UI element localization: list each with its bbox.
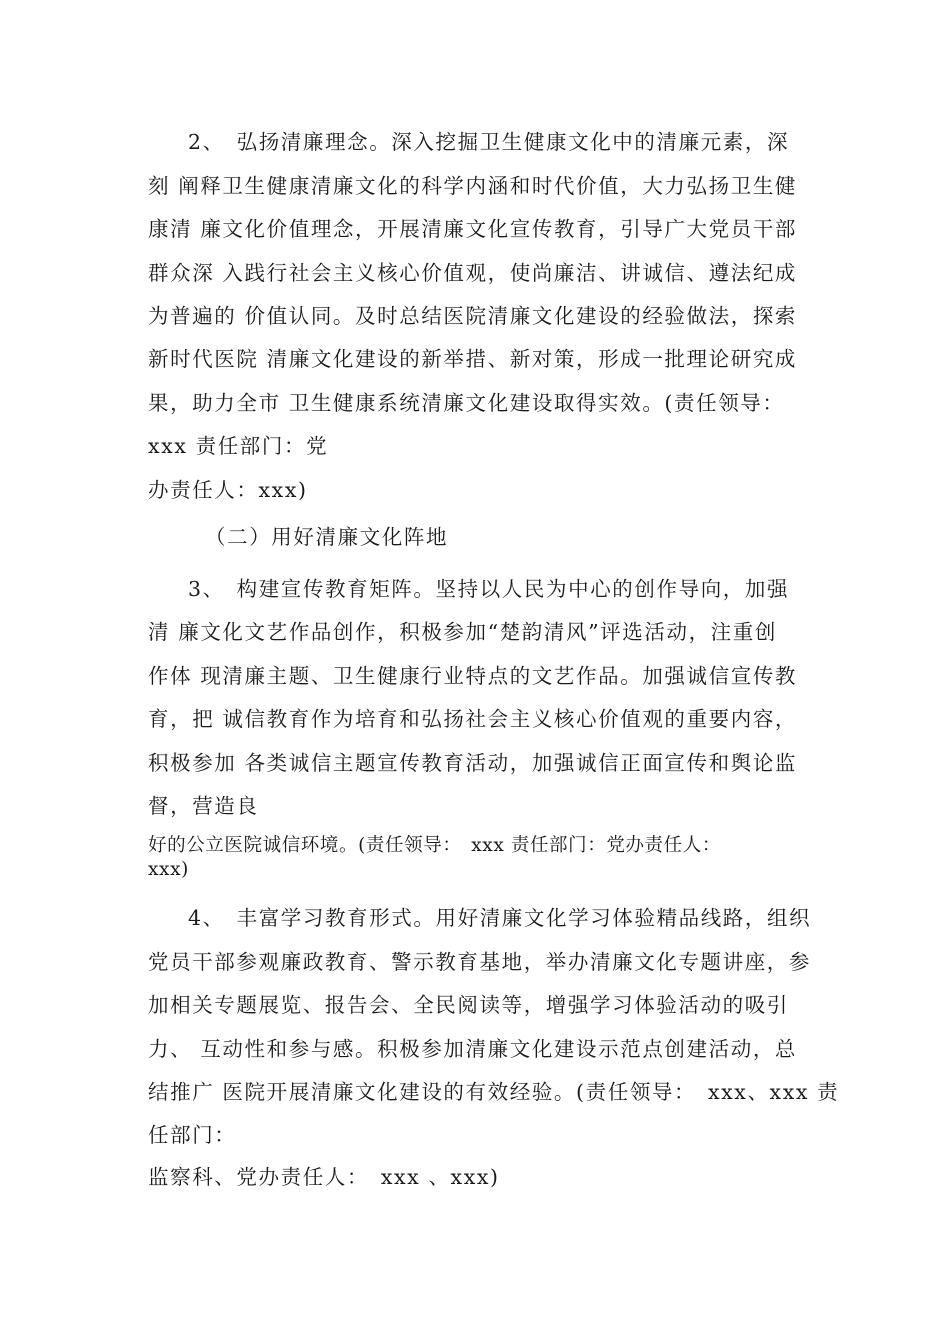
para2-line-7: 果，助力全市 卫生健康系统清廉文化建设取得实效。(责任领导： bbox=[148, 391, 785, 415]
para4-line-1: 4、 丰富学习教育形式。用好清廉文化学习体验精品线路，组织 bbox=[188, 906, 812, 930]
para4-line-5: 结推广 医院开展清廉文化建设的有效经验。(责任领导： xxx、xxx 责 bbox=[148, 1080, 840, 1104]
para3-line-6: 督，营造良 bbox=[148, 794, 259, 818]
para4-line-7: 监察科、党办责任人： xxx 、xxx) bbox=[148, 1165, 500, 1189]
para3-line-3: 作体 现清廉主题、卫生健康行业特点的文艺作品。加强诚信宣传教 bbox=[148, 664, 798, 688]
para3-line-7: 好的公立医院诚信环境。(责任领导： xxx 责任部门：党办责任人： bbox=[148, 835, 721, 856]
para3-line-5: 积极参加 各类诚信主题宣传教育活动，加强诚信正面宣传和舆论监 bbox=[148, 751, 798, 775]
para2-line-1: 2、 弘扬清廉理念。深入挖掘卫生健康文化中的清廉元素，深 bbox=[188, 130, 790, 154]
para2-line-6: 新时代医院 清廉文化建设的新举措、新对策，形成一批理论研究成 bbox=[148, 347, 798, 371]
para2-line-2: 刻 阐释卫生健康清廉文化的科学内涵和时代价值，大力弘扬卫生健 bbox=[148, 174, 798, 198]
para4-line-4: 力、 互动性和参与感。积极参加清廉文化建设示范点创建活动，总 bbox=[148, 1037, 798, 1061]
para2-line-8: xxx 责任部门：党 bbox=[148, 434, 329, 458]
section-heading: （二）用好清廉文化阵地 bbox=[205, 525, 449, 549]
para2-line-4: 群众深 入践行社会主义核心价值观，使尚廉洁、讲诚信、遵法纪成 bbox=[148, 261, 798, 285]
para3-line-2: 清 廉文化文艺作品创作，积极参加“楚韵清风”评选活动，注重创 bbox=[148, 620, 777, 644]
para2-line-3: 康清 廉文化价值理念，开展清廉文化宣传教育，引导广大党员干部 bbox=[148, 217, 798, 241]
para4-line-6: 任部门： bbox=[148, 1123, 237, 1147]
para3-line-8: xxx) bbox=[148, 859, 189, 880]
para2-line-5: 为普遍的 价值认同。及时总结医院清廉文化建设的经验做法，探索 bbox=[148, 304, 798, 328]
para3-line-1: 3、 构建宣传教育矩阵。坚持以人民为中心的创作导向，加强 bbox=[188, 577, 790, 601]
para2-line-9: 办责任人：xxx) bbox=[148, 478, 308, 502]
para4-line-3: 加相关专题展览、报告会、全民阅读等，增强学习体验活动的吸引 bbox=[148, 993, 789, 1017]
para4-line-2: 党员干部参观廉政教育、警示教育基地，举办清廉文化专题讲座，参 bbox=[148, 950, 811, 974]
para3-line-4: 育，把 诚信教育作为培育和弘扬社会主义核心价值观的重要内容， bbox=[148, 707, 798, 731]
